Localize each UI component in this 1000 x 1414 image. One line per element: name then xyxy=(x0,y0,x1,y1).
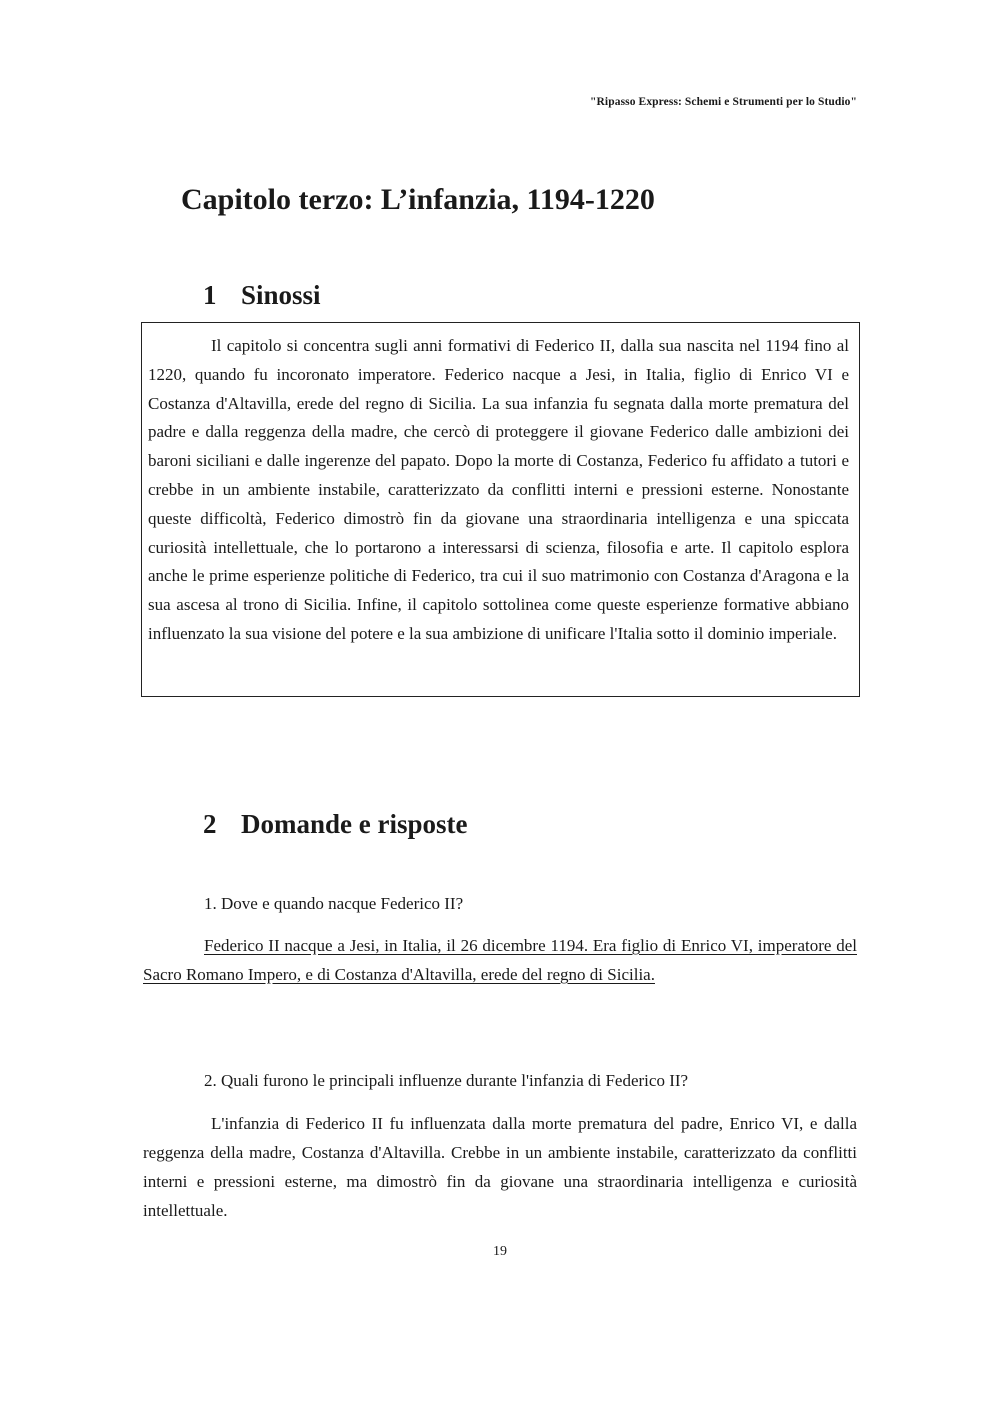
section-heading-domande xyxy=(203,809,467,840)
section-heading-sinossi xyxy=(203,280,321,311)
question-1: 1. Dove e quando nacque Federico II? xyxy=(204,894,464,913)
section-title-text: Sinossi xyxy=(241,280,321,310)
running-header: "Ripasso Express: Schemi e Strumenti per lo Studio" xyxy=(590,96,857,108)
section-title-text: Domande e risposte xyxy=(241,809,468,839)
section-number: 2 xyxy=(203,809,217,839)
page-number: 19 xyxy=(493,1244,507,1259)
question-2: 2. Quali furono le principali influenze durante l'infanzia di Federico II? xyxy=(204,1071,689,1090)
synopsis-box xyxy=(141,322,860,697)
section-number: 1 xyxy=(203,280,217,310)
synopsis-paragraph: Il capitolo si concentra sugli anni formativi di Federico II, dalla sua nascita nel 1194 fino al 1220, quando fu incoronato imperatore. Federico nacque a Jesi, in Italia, figlio di Enrico VI e Costanza d'Altavilla, erede del regno di Sicilia. La sua infanzia fu segnata dalla morte prematura del padre e dalla reggenza della madre, che cercò di proteggere il giovane Federico dalle ambizioni dei baroni siciliani e dalle ingerenze del papato. Dopo la morte di Costanza, Federico fu affidato a tutori e crebbe in un ambiente instabile, caratterizzato da conflitti interni e pressioni esterne. Nonostante queste difficoltà, Federico dimostrò fin da giovane una straordinaria intelligenza e una spiccata curiosità intellettuale, che lo portarono a interessarsi di scienza, filosofia e arte. Il capitolo esplora anche le prime esperienze politiche di Federico, tra cui il suo matrimonio con Costanza d'Aragona e la sua ascesa al trono di Sicilia. Infine, il capitolo sottolinea come queste esperienze formative abbiano influenzato la sua visione del potere e la sua ambizione di unificare l'Italia sotto il dominio imperiale. xyxy=(148,336,849,643)
answer-1: Federico II nacque a Jesi, in Italia, il 26 dicembre 1194. Era figlio di Enrico VI, imperatore del Sacro Romano Impero, e di Costanza d'Altavilla, erede del regno di Sicilia. xyxy=(143,936,857,984)
chapter-title: Capitolo terzo: L’infanzia, 1194-1220 xyxy=(181,183,655,216)
answer-2: L'infanzia di Federico II fu influenzata dalla morte prematura del padre, Enrico VI, e dalla reggenza della madre, Costanza d'Altavilla. Crebbe in un ambiente instabile, caratterizzato da conflitti interni e pressioni esterne, ma dimostrò fin da giovane una straordinaria intelligenza e curiosità intellettuale. xyxy=(143,1114,857,1220)
